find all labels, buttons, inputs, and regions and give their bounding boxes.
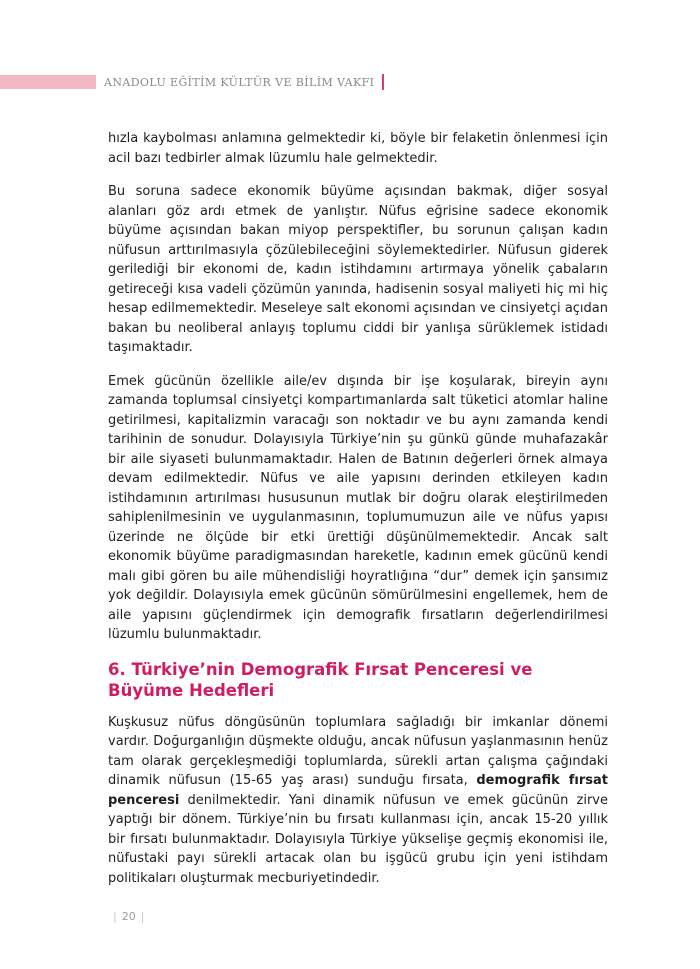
paragraph-3: Emek gücünün özellikle aile/ev dışında bir işe koşularak, bireyin aynı zamanda toplumsal cinsiyetçi kompartımanlarda salt tüketici atomlar haline getirilmesi, kapitalizmin varacağı son noktadır ve bu aynı zamanda kendi tarihinin de sonudur. Dolayısıyla Türkiye’nin şu günkü günde muhafazakâr bir aile siyaseti bulunmamaktadır. Halen de Batının değerleri örnek almaya devam edilmektedir. Nüfus ve aile yapısını derinden etkileyen kadın istihdamının artırılması hususunun mutlak bir doğru olarak eleştirilmeden sahiplenilmesinin ve uygulanmasının, toplumumuzun aile ve nüfus yapısı üzerinde ne ölçüde bir etki ürettiği düşünülmemektedir. Ancak salt ekonomik büyüme paradigmasından hareketle, kadının emek gücünü kendi malı gibi gören bu aile mühendisliği hoyratlığına “dur” demek için şansımız yok değildir. Dolayısıyla emek gücünün sömürülmesini engellemek, hem de aile yapısını güçlendirmek için demografik fırsatların değerlendirilmesi lüzumlu bulunmaktadır. <box>108 373 608 642</box>
section-heading: 6. Türkiye’nin Demografik Fırsat Penceresi ve Büyüme Hedefleri <box>108 659 533 700</box>
header-accent-bar <box>0 75 96 89</box>
section-paragraph <box>108 713 608 889</box>
paragraph-1: hızla kaybolması anlamına gelmektedir ki, böyle bir felaketin önlenmesi için acil bazı tedbirler almak lüzumlu hale gelmektedir. <box>108 131 608 166</box>
running-header <box>104 74 384 90</box>
header-title: ANADOLU EĞİTİM KÜLTÜR VE BİLİM VAKFI <box>104 76 375 89</box>
section-text-end: denilmektedir. Yani dinamik nüfusun ve emek gücünün zirve yaptığı bir dönem. Türkiye’nin bu fırsatı kullanması için, ancak 15-20 yıllık bir fırsatı bulunmaktadır. Dolayısıyla Türkiye yükselişe geçmiş ekonomisi ile, nüfustaki payı sürekli artacak olan bu işgücü grubu için yeni istihdam politikaları oluşturmak mecburiyetindedir. <box>108 792 608 886</box>
header-separator <box>382 74 384 90</box>
section-text-start: Kuşkusuz nüfus döngüsünün toplumlara sağladığı bir imkanlar dönemi vardır. Doğurganlığın düşmekte olduğu, ancak nüfusun yaşlanmasının henüz tam olarak gerçekleşmediği toplumlarda, sürekli artan çalışma çağındaki dinamik nüfusun (15-65 yaş arası) sunduğu fırsata, <box>108 714 608 788</box>
page-number-value: 20 <box>121 910 136 923</box>
page-content <box>108 129 608 902</box>
page-number <box>108 910 149 923</box>
page-number-right-pipe: | <box>140 910 145 923</box>
section-text-bold: demografik fırsat penceresi <box>108 773 608 808</box>
paragraph-2: Bu soruna sadece ekonomik büyüme açısından bakmak, diğer sosyal alanları göz ardı etmek de yanlıştır. Nüfus eğrisine sadece ekonomik büyüme açısından bakan miyop perspektifler, bu sorunun çalışan kadın nüfusun arttırılmasıyla çözülebileceğini söylemektedirler. Nüfusun giderek gerilediği bir ekonomi de, kadın istihdamını artırmaya yönelik çabaların getireceği kısa vadeli çözümün yanında, hadisenin sosyal maliyeti hiç mi hiç hesap edilmemektedir. Meseleye salt ekonomi açısından ve cinsiyetçi açıdan bakan bu neoliberal anlayış toplumu ciddi bir yanlışa sürüklemek istidadı taşımaktadır. <box>108 184 608 355</box>
page-number-left-pipe: | <box>113 910 117 923</box>
